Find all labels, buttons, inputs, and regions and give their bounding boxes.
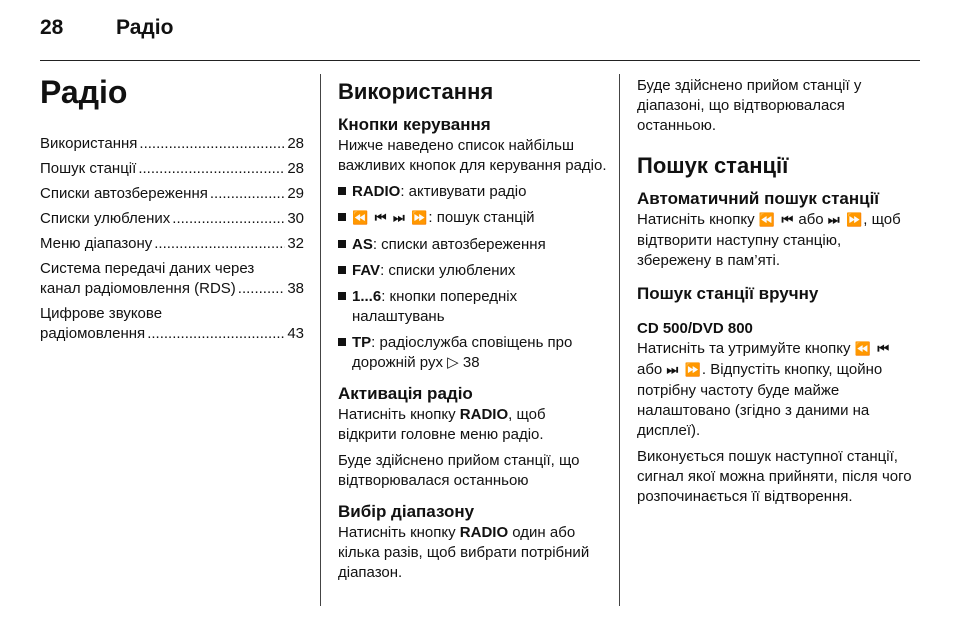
heading-activation: Активація радіо bbox=[338, 384, 473, 403]
column-search bbox=[637, 72, 919, 513]
manual-search-text-2: Виконується пошук наступної станції, сигнал якої можна прийняти, після чого розпочинається її відтворення. bbox=[637, 448, 912, 505]
bullet-square bbox=[338, 338, 346, 346]
seek-forward-icon: ⏭ ⏩ bbox=[666, 363, 702, 378]
heading-band: Вибір діапазону bbox=[338, 502, 475, 521]
seek-back-icon: ⏪ ⏮ bbox=[854, 342, 891, 357]
column-divider-2 bbox=[619, 74, 620, 606]
heading-controls: Кнопки керування bbox=[338, 115, 491, 134]
toc-leader bbox=[210, 184, 285, 204]
manual-search-text-1: Натисніть та утримуйте кнопку ⏪ ⏮ або ⏭ ⏩. Відпустіть кнопку, щойно потрібну частоту буде майже налаштовано (згідно з даними на дисплеї). bbox=[637, 340, 891, 439]
list-item: FAV: списки улюблених bbox=[338, 261, 608, 281]
toc-item[interactable]: Система передачі даних через канал радіомовлення (RDS) ..... 38 bbox=[40, 259, 304, 299]
toc-leader bbox=[172, 209, 285, 229]
toc-leader bbox=[138, 159, 285, 179]
list-item: AS: списки автозбереження bbox=[338, 235, 608, 255]
column-usage bbox=[338, 72, 608, 589]
list-item: ⏪ ⏮ ⏭ ⏩: пошук станцій bbox=[338, 208, 608, 229]
table-of-contents bbox=[40, 134, 304, 344]
toc-item[interactable]: Пошук станції ..... 28 bbox=[40, 159, 304, 179]
model-subheading: CD 500/DVD 800 bbox=[637, 320, 753, 337]
toc-item[interactable]: Списки автозбереження ..... 29 bbox=[40, 184, 304, 204]
toc-item[interactable]: Цифрове звукове радіомовлення ..... 43 bbox=[40, 304, 304, 344]
column-toc bbox=[40, 72, 304, 344]
toc-leader bbox=[238, 279, 286, 299]
activation-text-1: Натисніть кнопку RADIO, щоб відкрити головне меню радіо. bbox=[338, 406, 546, 443]
section-title-usage: Використання bbox=[338, 79, 494, 104]
bullet-square bbox=[338, 292, 346, 300]
heading-auto-search: Автоматичний пошук станції bbox=[637, 189, 880, 208]
toc-item[interactable]: Меню діапазону ..... 32 bbox=[40, 234, 304, 254]
toc-item[interactable]: Використання ..... 28 bbox=[40, 134, 304, 154]
chapter-title: Радіо bbox=[40, 74, 128, 110]
page-number: 28 bbox=[40, 16, 64, 39]
seek-forward-icon: ⏭ ⏩ bbox=[827, 213, 864, 228]
band-text: Натисніть кнопку RADIO один або кілька разів, щоб вибрати потрібний діапазон. bbox=[338, 524, 590, 581]
toc-leader bbox=[139, 134, 285, 154]
bullet-square bbox=[338, 187, 346, 195]
bullet-square bbox=[338, 240, 346, 248]
list-item: TP: радіослужба сповіщень про дорожній рух ▷ 38 bbox=[338, 333, 608, 373]
list-item: RADIO: активувати радіо bbox=[338, 182, 608, 202]
bullet-square bbox=[338, 213, 346, 221]
auto-search-text: Натисніть кнопку ⏪ ⏮ або ⏭ ⏩, щоб відтворити наступну станцію, збережену в пам’яті. bbox=[637, 211, 901, 269]
header-rule bbox=[40, 60, 920, 61]
toc-item[interactable]: Списки улюблених ..... 30 bbox=[40, 209, 304, 229]
controls-intro: Нижче наведено список найбільш важливих кнопок для керування радіо. bbox=[338, 137, 607, 174]
heading-manual-search: Пошук станції вручну bbox=[637, 284, 819, 303]
column-divider-1 bbox=[320, 74, 321, 606]
toc-leader bbox=[147, 324, 285, 344]
toc-leader bbox=[154, 234, 285, 254]
search-intro: Буде здійснено прийом станції у діапазоні, що відтворювалася останньою. bbox=[637, 77, 862, 134]
bullet-square bbox=[338, 266, 346, 274]
section-title-search: Пошук станції bbox=[637, 153, 789, 178]
page-header bbox=[40, 16, 920, 54]
controls-list bbox=[338, 182, 608, 373]
list-item: 1...6: кнопки попередніх налаштувань bbox=[338, 287, 608, 327]
seek-buttons-icon: ⏪ ⏮ ⏭ ⏩ bbox=[352, 211, 429, 226]
running-title: Радіо bbox=[116, 16, 174, 39]
seek-back-icon: ⏪ ⏮ bbox=[758, 213, 795, 228]
activation-text-2: Буде здійснено прийом станції, що відтворювалася останньою bbox=[338, 452, 580, 489]
